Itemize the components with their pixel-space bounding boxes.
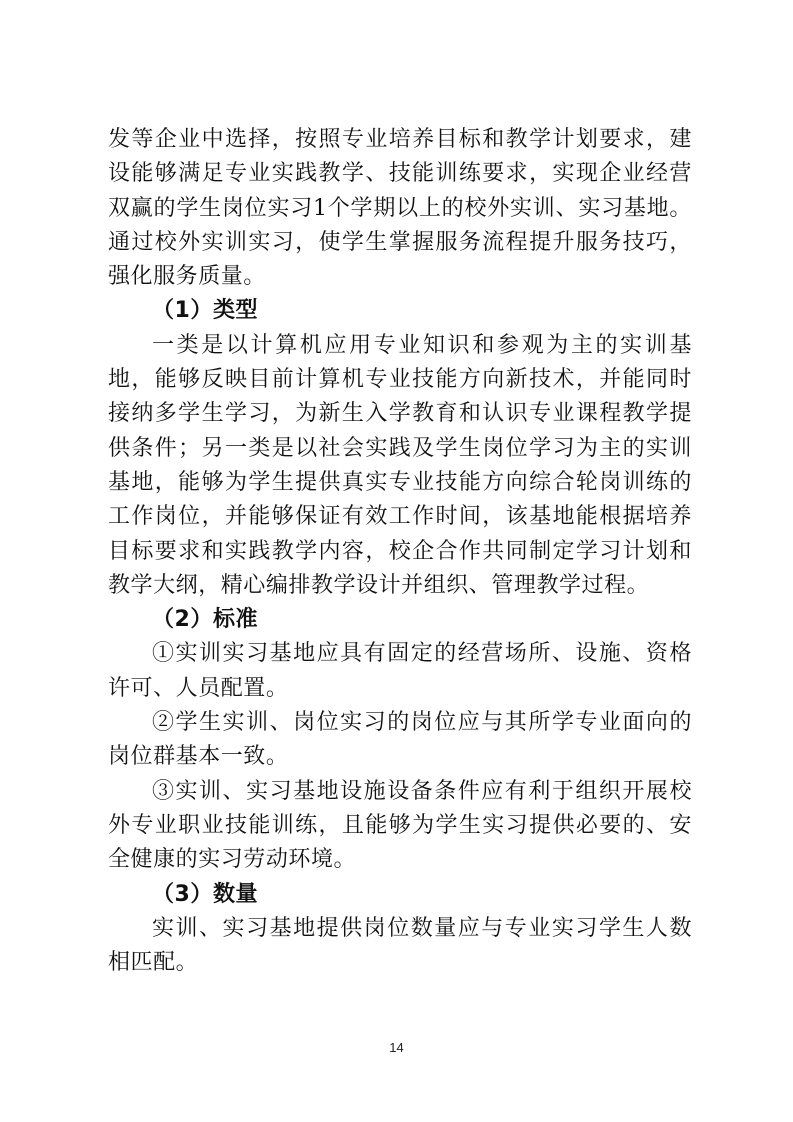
paragraph-standard-2: ②学生实训、岗位实习的岗位应与其所学专业面向的岗位群基本一致。 xyxy=(108,710,692,770)
heading-type: （1）类型 xyxy=(152,298,259,324)
heading-standard: （2）标准 xyxy=(152,607,259,633)
page-number: 14 xyxy=(389,1040,404,1055)
paragraph-standard-3: ③实训、实习基地设施设备条件应有利于组织开展校外专业职业技能训练，且能够为学生实习提供必要的、安全健康的实习劳动环境。 xyxy=(108,778,692,873)
paragraph-quantity: 实训、实习基地提供岗位数量应与专业实习学生人数相匹配。 xyxy=(108,915,692,976)
paragraph-training-base-intro: 发等企业中选择，按照专业培养目标和教学计划要求，建设能够满足专业实践教学、技能训练要求，实现企业经营双赢的学生岗位实习1个学期以上的校外实训、实习基地。通过校外实训实习，使学生掌握服务流程提升服务技巧，强化服务质量。 xyxy=(108,127,692,290)
paragraph-type: 一类是以计算机应用专业知识和参观为主的实训基地，能够反映目前计算机专业技能方向新技术，并能同时接纳多学生学习，为新生入学教育和认识专业课程教学提供条件；另一类是以社会实践及学生岗位学习为主的实训基地，能够为学生提供真实专业技能方向综合轮岗训练的工作岗位，并能够保证有效工作时间，该基地能根据培养目标要求和实践教学内容，校企合作共同制定学习计划和教学大纲，精心编排教学设计并组织、管理教学过程。 xyxy=(108,332,692,598)
heading-quantity: （3）数量 xyxy=(152,881,259,907)
page-body xyxy=(108,123,692,980)
paragraph-standard-1: ①实训实习基地应具有固定的经营场所、设施、资格许可、人员配置。 xyxy=(108,641,692,701)
